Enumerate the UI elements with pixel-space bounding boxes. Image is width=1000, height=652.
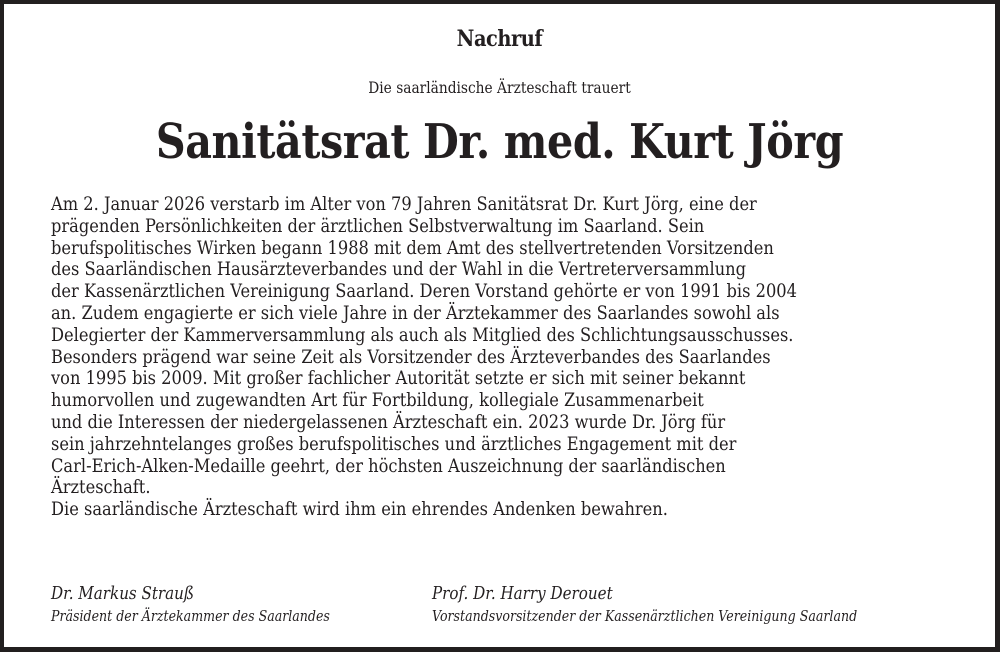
- deceased-name: Sanitätsrat Dr. med. Kurt Jörg: [155, 114, 844, 170]
- signatory-title: Vorstandsvorsitzender der Kassenärztlichen Vereinigung Saarland: [432, 607, 858, 625]
- closing-line: Die saarländische Ärzteschaft wird ihm ein ehrendes Andenken bewahren.: [51, 498, 668, 521]
- body-line: der Kassenärztlichen Vereinigung Saarland. Deren Vorstand gehörte er von 1991 bis 2004: [51, 280, 797, 303]
- body-line: prägenden Persönlichkeiten der ärztlichen Selbstverwaltung im Saarland. Sein: [51, 214, 705, 237]
- obituary-body: [51, 194, 992, 521]
- body-line: an. Zudem engagierte er sich viele Jahre in der Ärztekammer des Saarlandes sowohl als: [51, 301, 780, 324]
- signatory-name: Dr. Markus Strauß: [51, 583, 195, 604]
- body-line: berufspolitisches Wirken begann 1988 mit dem Amt des stellvertretenden Vorsitzenden: [51, 236, 774, 259]
- signatory-chairman: [432, 582, 857, 626]
- signatory-president: [51, 582, 330, 626]
- notice-kicker: Nachruf: [456, 26, 543, 52]
- notice-subtitle: Die saarländische Ärzteschaft trauert: [368, 78, 631, 97]
- body-line: Am 2. Januar 2026 verstarb im Alter von 79 Jahren Sanitätsrat Dr. Kurt Jörg, eine der: [51, 193, 757, 215]
- body-line: Carl-Erich-Alken-Medaille geehrt, der höchsten Auszeichnung der saarländischen: [51, 454, 726, 477]
- signatory-name: Prof. Dr. Harry Derouet: [432, 583, 613, 604]
- body-line: Delegierter der Kammerversammlung als auch als Mitglied des Schlichtungsausschusses.: [51, 323, 794, 346]
- obituary-notice: [4, 4, 995, 647]
- body-line: und die Interessen der niedergelassenen Ärzteschaft ein. 2023 wurde Dr. Jörg für: [51, 410, 726, 433]
- body-line: des Saarländischen Hausärzteverbandes und der Wahl in die Vertreterversammlung: [51, 258, 747, 281]
- body-line: Ärzteschaft.: [51, 476, 151, 499]
- body-line: humorvollen und zugewandten Art für Fortbildung, kollegiale Zusammenarbeit: [51, 389, 704, 412]
- body-line: von 1995 bis 2009. Mit großer fachlicher Autorität setzte er sich mit seiner bekannt: [51, 367, 746, 390]
- signatory-title: Präsident der Ärztekammer des Saarlandes: [51, 607, 330, 625]
- body-line: sein jahrzehntelanges großes berufspolitisches und ärztliches Engagement mit der: [51, 432, 737, 455]
- body-line: Besonders prägend war seine Zeit als Vorsitzender des Ärzteverbandes des Saarlandes: [51, 345, 771, 368]
